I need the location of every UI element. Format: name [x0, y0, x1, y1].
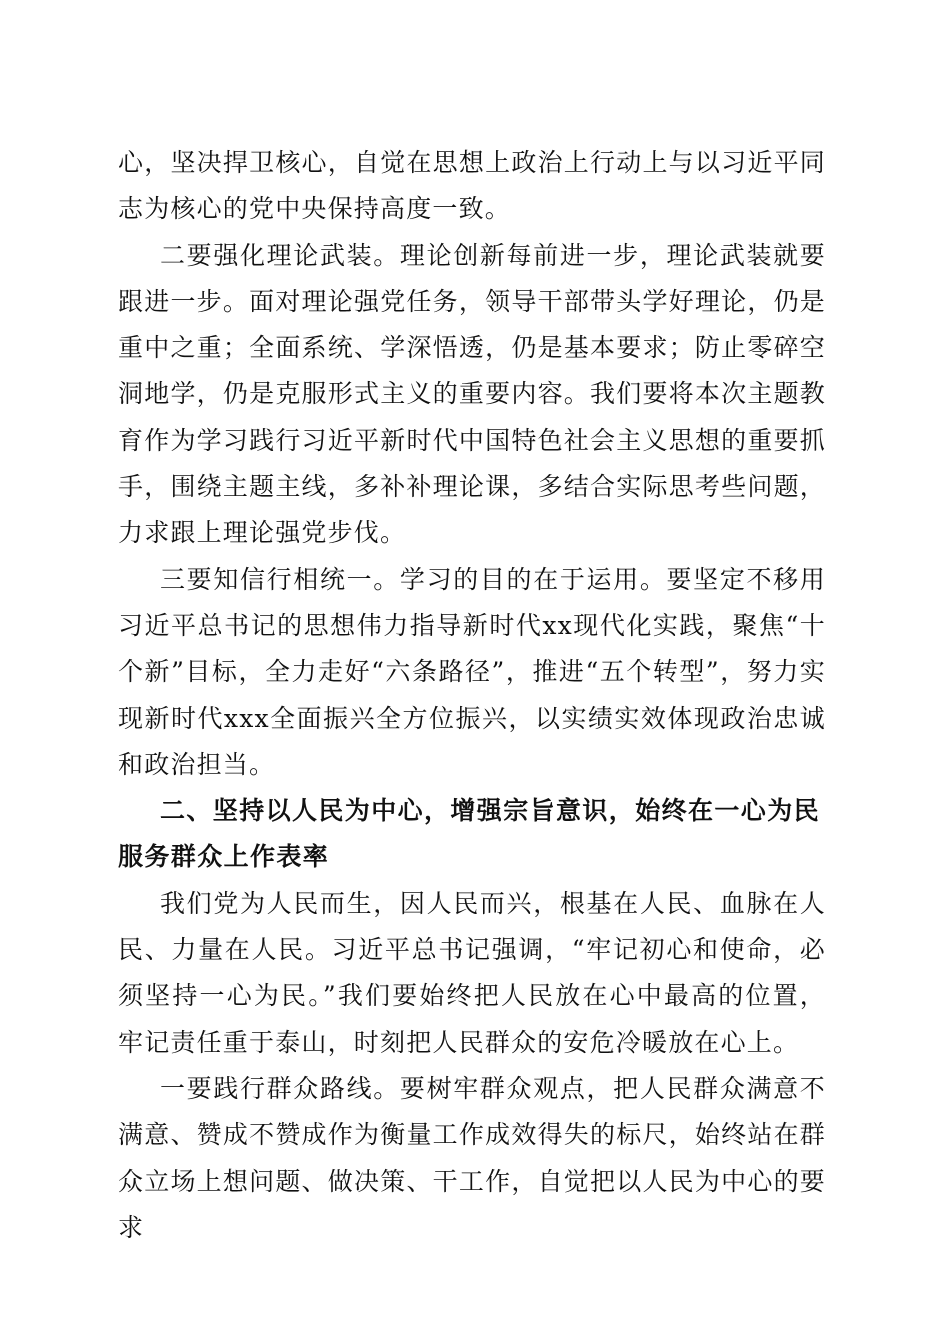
paragraph-unity-knowledge-action: 三要知信行相统一。学习的目的在于运用。要坚定不移用习近平总书记的思想伟力指导新时代xx现代化实践，聚焦“十个新”目标，全力走好“六条路径”，推进“五个转型”，努力实现新时代xxx全面振兴全方位振兴，以实绩实效体现政治忠诚和政治担当。 — [118, 564, 826, 779]
document-body — [118, 140, 826, 1251]
paragraph-mass-line: 一要践行群众路线。要树牢群众观点，把人民群众满意不满意、赞成不赞成作为衡量工作成效得失的标尺，始终站在群众立场上想问题、做决策、干工作，自觉把以人民为中心的要求 — [118, 1073, 826, 1242]
paragraph-continuation: 心，坚决捍卫核心，自觉在思想上政治上行动上与以习近平同志为核心的党中央保持高度一致。 — [118, 148, 826, 224]
paragraph-strengthen-theory: 二要强化理论武装。理论创新每前进一步，理论武装就要跟进一步。面对理论强党任务，领导干部带头学好理论，仍是重中之重；全面系统、学深悟透，仍是基本要求；防止零碎空洞地学，仍是克服形式主义的重要内容。我们要将本次主题教育作为学习践行习近平新时代中国特色社会主义思想的重要抓手，围绕主题主线，多补补理论课，多结合实际思考些问题，力求跟上理论强党步伐。 — [118, 240, 826, 548]
section-heading-people-centered: 二、坚持以人民为中心，增强宗旨意识，始终在一心为民服务群众上作表率 — [118, 796, 821, 872]
paragraph-party-for-people: 我们党为人民而生，因人民而兴，根基在人民、血脉在人民、力量在人民。习近平总书记强调，“牢记初心和使命，必须坚持一心为民。”我们要始终把人民放在心中最高的位置，牢记责任重于泰山，时刻把人民群众的安危冷暖放在心上。 — [118, 888, 826, 1057]
